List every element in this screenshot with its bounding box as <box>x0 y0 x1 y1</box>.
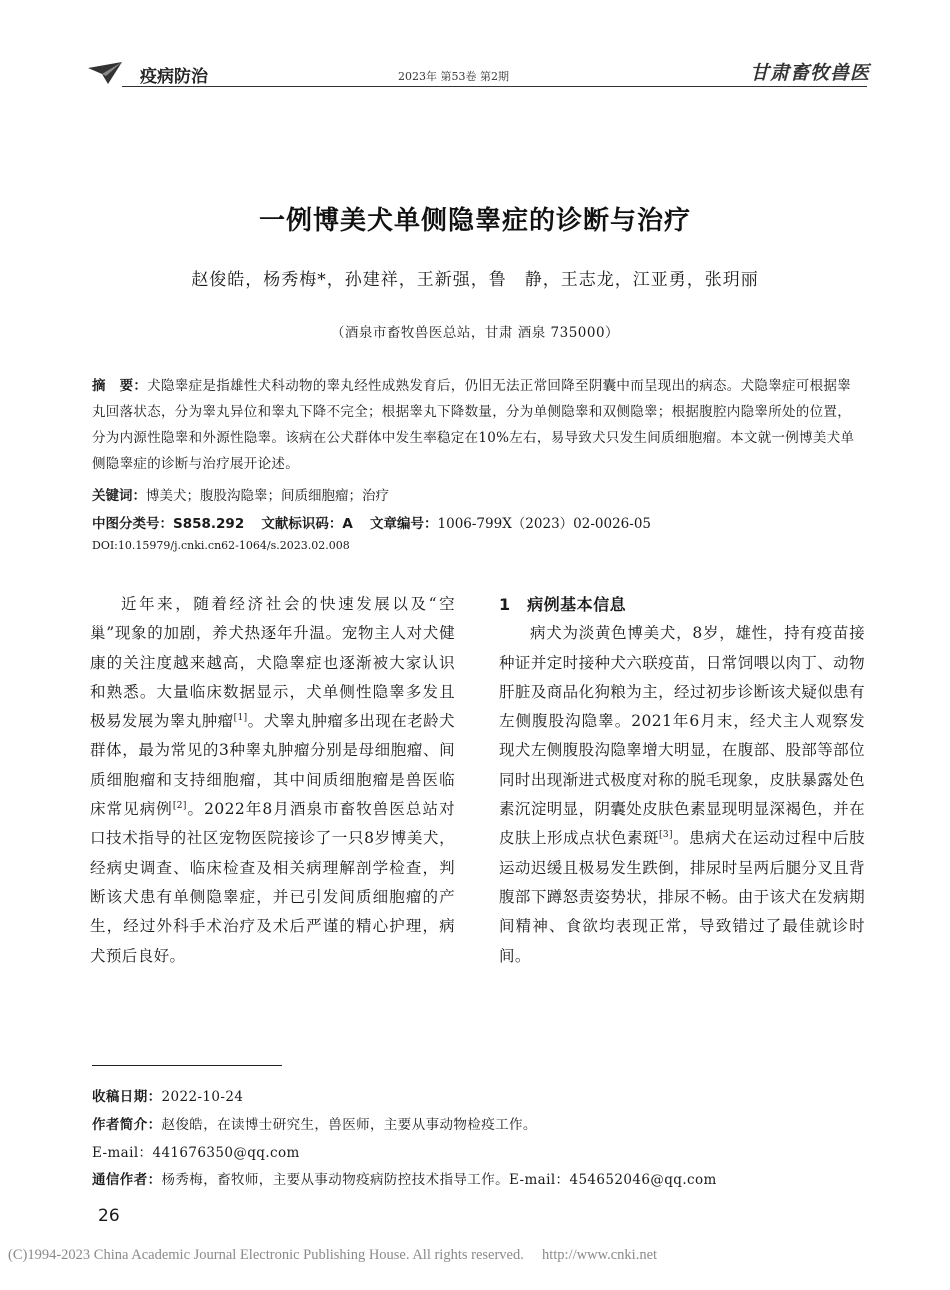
keywords <box>92 483 862 509</box>
body-left-column <box>90 590 455 971</box>
footnote-corresponding <box>92 1168 717 1188</box>
footnote-author <box>92 1113 537 1133</box>
page-number: 26 <box>98 1206 120 1226</box>
abstract-label: 摘 要： <box>92 378 148 394</box>
abstract-text: 犬隐睾症是指雄性犬科动物的睾丸经性成熟发育后，仍旧无法正常回降至阴囊中而呈现出的病态。犬隐睾症可根据睾丸回落状态，分为睾丸异位和睾丸下降不完全；根据睾丸下降数量，分为单侧隐睾和双侧隐睾；根据腹腔内隐睾所处的位置，分为内源性隐睾和外源性隐睾。该病在公犬群体中发生率稳定在10%左右，易导致犬只发生间质细胞瘤。本文就一例博美犬单侧隐睾症的诊断与治疗展开论述。 <box>92 378 855 472</box>
author-bio: 赵俊皓，在读博士研究生，兽医师，主要从事动物检疫工作。 <box>161 1117 537 1133</box>
journal-name-logo: 甘肃畜牧兽医 <box>750 62 871 84</box>
keywords-text: 博美犬；腹股沟隐睾；间质细胞瘤；治疗 <box>146 488 389 504</box>
article-title: 一例博美犬单侧隐睾症的诊断与治疗 <box>258 206 691 236</box>
clc-value: S858.292 <box>173 516 245 532</box>
classification-line <box>92 511 862 537</box>
corresponding-author: 杨秀梅，畜牧师，主要从事动物疫病防控技术指导工作。E-mail：454652046@qq.com <box>161 1172 717 1188</box>
footnote-received <box>92 1085 243 1105</box>
doc-code-value: A <box>342 516 353 532</box>
received-label: 收稿日期： <box>92 1089 162 1105</box>
doc-code-label: 文献标识码： <box>261 516 343 532</box>
citation-2: [2] <box>172 800 187 811</box>
header-issue: 2023年 第53卷 第2期 <box>398 70 509 83</box>
author-label: 作者简介： <box>92 1117 162 1133</box>
affiliation: （酒泉市畜牧兽医总站，甘肃 酒泉 735000） <box>330 325 620 341</box>
header-rule <box>122 86 867 87</box>
keywords-label: 关键词： <box>92 488 146 504</box>
section-heading-1: 1 病例基本信息 <box>499 595 627 614</box>
article-no-value: 1006-799X（2023）02-0026-05 <box>437 516 652 532</box>
footnote-author-email: E-mail：441676350@qq.com <box>92 1145 300 1161</box>
case-paragraph <box>499 619 865 971</box>
intro-text-2: 。犬睾丸肿瘤多出现在老龄犬群体，最为常见的3种睾丸肿瘤分别是母细胞瘤、间质细胞瘤和支持细胞瘤，其中间质细胞瘤是兽医临床常见病例 <box>90 712 455 819</box>
doi: DOI:10.15979/j.cnki.cn62-1064/s.2023.02.008 <box>92 539 350 552</box>
citation-1: [1] <box>233 713 248 724</box>
corresponding-label: 通信作者： <box>92 1172 162 1188</box>
abstract <box>92 373 862 477</box>
header-section-title: 疫病防治 <box>140 67 208 87</box>
case-text-2: 。患病犬在运动过程中后肢运动迟缓且极易发生跌倒，排尿时呈两后腿分叉且背腹部下蹲怒责姿势状，排尿不畅。由于该犬在发病期间精神、食欲均表现正常，导致错过了最佳就诊时间。 <box>499 829 865 965</box>
intro-text-1: 近年来，随着经济社会的快速发展以及“空巢”现象的加剧，养犬热逐年升温。宠物主人对犬健康的关注度越来越高，犬隐睾症也逐渐被大家认识和熟悉。大量临床数据显示，犬单侧性隐睾多发且极易发展为睾丸肿瘤 <box>90 595 455 731</box>
received-date: 2022-10-24 <box>161 1089 244 1105</box>
body-right-column <box>499 590 865 971</box>
author-list: 赵俊皓，杨秀梅*，孙建祥，王新强，鲁 静，王志龙，江亚勇，张玥丽 <box>191 270 759 290</box>
case-text-1: 病犬为淡黄色博美犬，8岁，雄性，持有疫苗接种证并定时接种犬六联疫苗，日常饲喂以肉丁、动物肝脏及商品化狗粮为主，经过初步诊断该犬疑似患有左侧腹股沟隐睾。2021年6月末，经犬主人观察发现犬左侧腹股沟隐睾增大明显，在腹部、股部等部位同时出现渐进式极度对称的脱毛现象，皮肤暴露处色素沉淀明显，阴囊处皮肤色素显现明显深褐色，并在皮肤上形成点状色素斑 <box>499 624 865 848</box>
citation-3: [3] <box>659 830 673 841</box>
copyright-notice: (C)1994-2023 China Academic Journal Electronic Publishing House. All rights reserved. http://www.cnki.net <box>8 1247 658 1263</box>
intro-paragraph <box>90 590 455 971</box>
footnote-rule <box>92 1065 282 1066</box>
journal-logo-icon <box>88 62 122 84</box>
intro-text-3: 。2022年8月酒泉市畜牧兽医总站对口技术指导的社区宠物医院接诊了一只8岁博美犬，经病史调查、临床检查及相关病理解剖学检查，判断该犬患有单侧隐睾症，并已引发间质细胞瘤的产生，经过外科手术治疗及术后严谨的精心护理，病犬预后良好。 <box>90 800 455 965</box>
clc-label: 中图分类号： <box>92 516 173 532</box>
article-no-label: 文章编号： <box>370 516 438 532</box>
